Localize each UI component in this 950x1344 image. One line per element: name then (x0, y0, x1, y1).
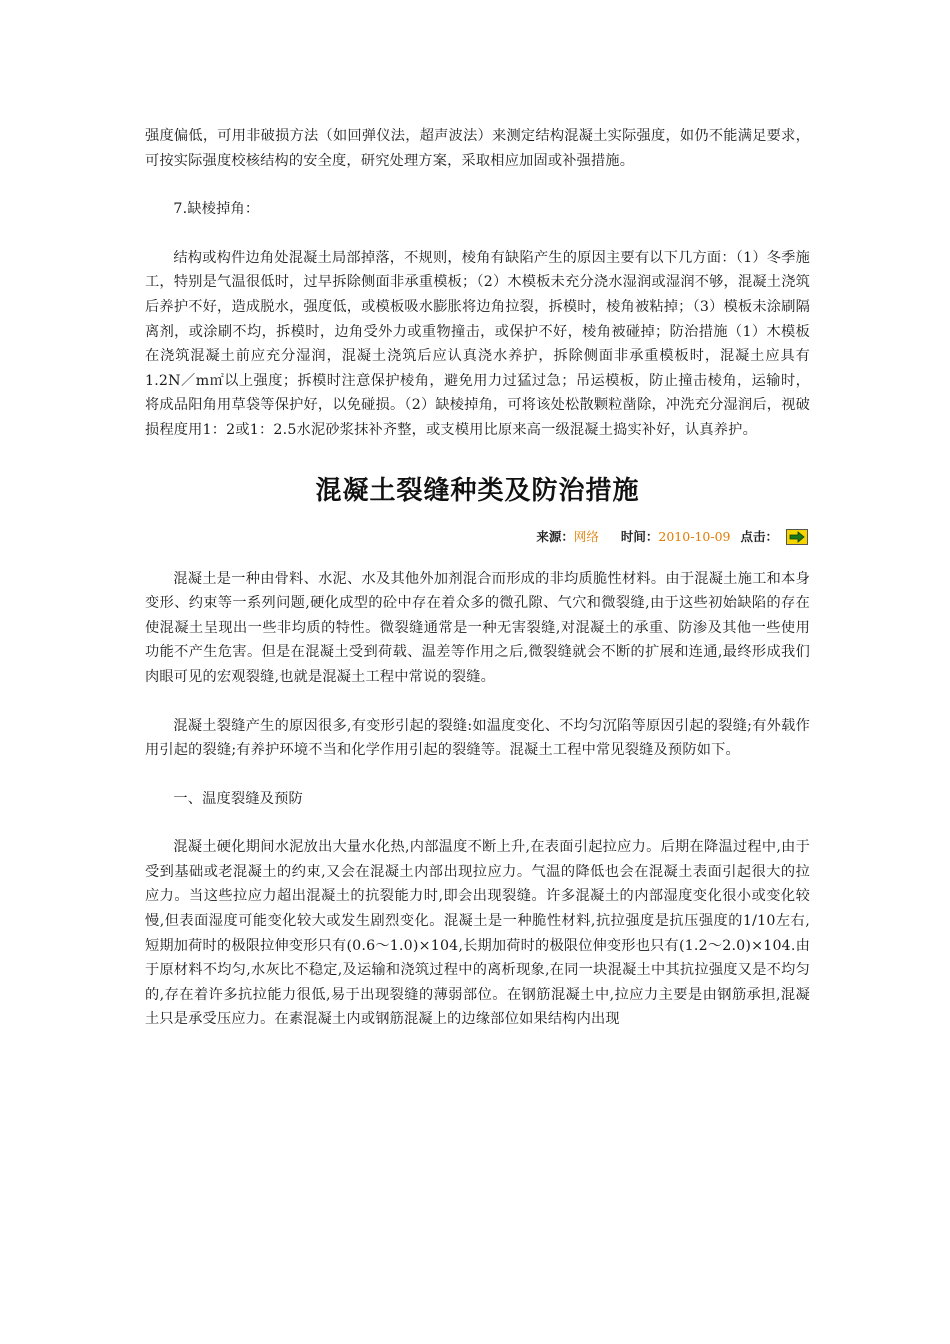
arrow-icon[interactable] (786, 529, 808, 545)
time-label: 时间： (620, 528, 659, 544)
document-page (145, 124, 810, 1032)
source-value: 网络 (573, 528, 599, 544)
continuation-paragraph: 强度偏低，可用非破损方法（如回弹仪法，超声波法）来测定结构混凝土实际强度，如仍不能满足要求，可按实际强度校核结构的安全度，研究处理方案，采取相应加固或补强措施。 (145, 128, 810, 169)
article-paragraph-3: 混凝土硬化期间水泥放出大量水化热,内部温度不断上升,在表面引起拉应力。后期在降温过程中,由于受到基础或老混凝土的约束,又会在混凝土内部出现拉应力。气温的降低也会在混凝土表面引起很大的拉应力。当这些拉应力超出混凝土的抗裂能力时,即会出现裂缝。许多混凝土的内部湿度变化很小或变化较慢,但表面湿度可能变化较大或发生剧烈变化。混凝土是一种脆性材料,抗拉强度是抗压强度的1/10左右,短期加荷时的极限拉伸变形只有(0.6～1.0)×104,长期加荷时的极限位伸变形也只有(1.2～2.0)×104.由于原材料不均匀,水灰比不稳定,及运输和浇筑过程中的离析现象,在同一块混凝土中其抗拉强度又是不均匀的,存在着许多抗拉能力很低,易于出现裂缝的薄弱部位。在钢筋混凝土中,拉应力主要是由钢筋承担,混凝土只是承受压应力。在素混凝土内或钢筋混凝上的边缘部位如果结构内出现 (145, 839, 810, 1028)
article-paragraph-2: 混凝土裂缝产生的原因很多,有变形引起的裂缝:如温度变化、不均匀沉陷等原因引起的裂缝;有外载作用引起的裂缝;有养护环境不当和化学作用引起的裂缝等。混凝土工程中常见裂缝及预防如下。 (145, 717, 810, 759)
source-label: 来源： (536, 528, 574, 544)
clicks-label: 点击： (740, 528, 778, 544)
article-meta (145, 527, 810, 547)
article-title: 混凝土裂缝种类及防治措施 (315, 475, 640, 506)
article-heading-1: 一、温度裂缝及预防 (173, 790, 303, 807)
article-paragraph-1: 混凝土是一种由骨料、水泥、水及其他外加剂混合而形成的非均质脆性材料。由于混凝土施工和本身变形、约束等一系列问题,硬化成型的砼中存在着众多的微孔隙、气穴和微裂缝,由于这些初始缺陷的存在使混凝土呈现出一些非均质的特性。微裂缝通常是一种无害裂缝,对混凝土的承重、防渗及其他一些使用功能不产生危害。但是在混凝土受到荷载、温差等作用之后,微裂缝就会不断的扩展和连通,最终形成我们肉眼可见的宏观裂缝,也就是混凝土工程中常说的裂缝。 (145, 570, 810, 685)
section-7-paragraph: 结构或构件边角处混凝土局部掉落，不规则，棱角有缺陷产生的原因主要有以下几方面：（1）冬季施工，特别是气温很低时，过早拆除侧面非承重模板；（2）木模板未充分浇水湿润或湿润不够，混凝土浇筑后养护不好，造成脱水，强度低，或模板吸水膨胀将边角拉裂，拆模时，棱角被粘掉；（3）模板未涂刷隔离剂，或涂刷不均，拆模时，边角受外力或重物撞击，或保护不好，棱角被碰掉；防治措施（1）木模板在浇筑混凝土前应充分湿润，混凝土浇筑后应认真浇水养护，拆除侧面非承重模板时，混凝土应具有1.2N／m㎡以上强度；拆模时注意保护棱角，避免用力过猛过急；吊运模板，防止撞击棱角，运输时，将成品阳角用草袋等保护好，以免碰损。（2）缺棱掉角，可将该处松散颗粒凿除，冲洗充分湿润后，视破损程度用1：2或1：2.5水泥砂浆抹补齐整，或支模用比原来高一级混凝土捣实补好，认真养护。 (145, 249, 810, 438)
section-heading-7: 7.缺棱掉角： (173, 201, 260, 218)
time-value: 2010-10-09 (658, 528, 731, 544)
